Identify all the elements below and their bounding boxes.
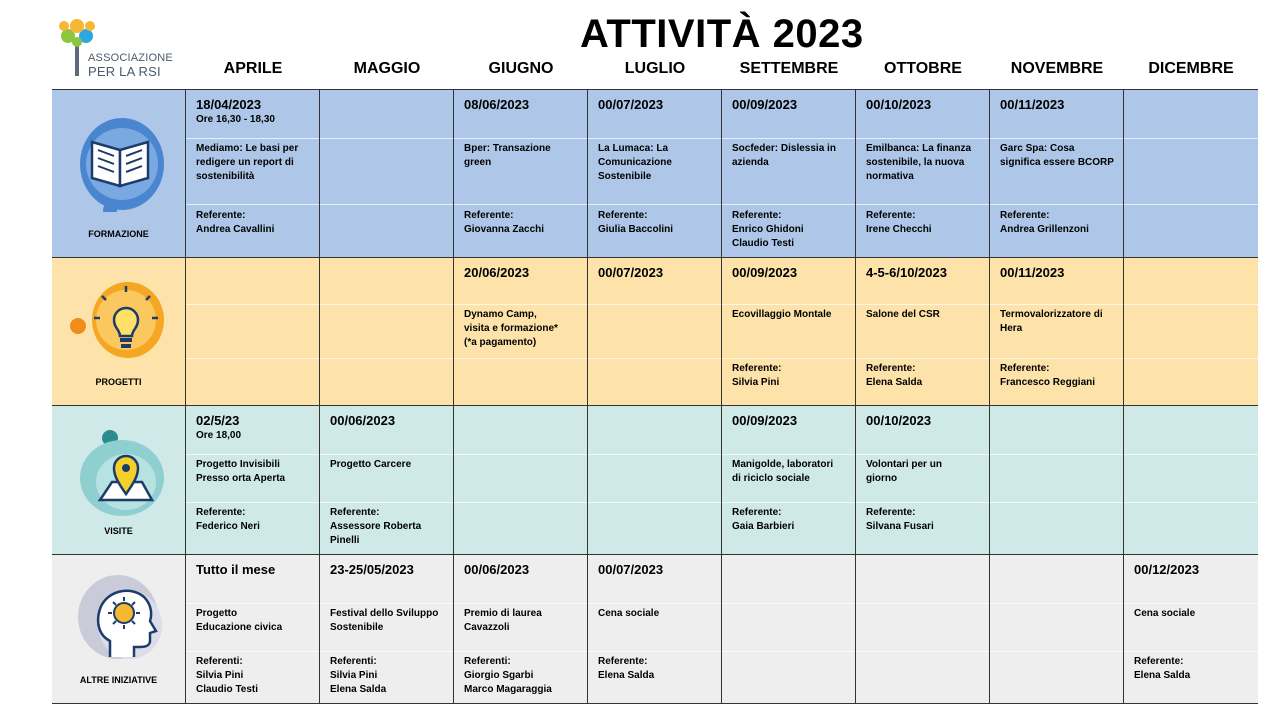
event-referent: Referente: Gaia Barbieri bbox=[732, 507, 795, 532]
cell-visite-giu bbox=[454, 406, 588, 554]
event-date: 4-5-6/10/2023 bbox=[866, 265, 947, 280]
category-altre-iniziative bbox=[52, 555, 186, 703]
month-header: MAGGIO bbox=[353, 60, 421, 77]
logo-line-2: PER LA RSI bbox=[88, 64, 161, 79]
month-header: DICEMBRE bbox=[1148, 60, 1234, 77]
month-header: GIUGNO bbox=[488, 60, 554, 77]
event-description: Emilbanca: La finanza sostenibile, la nuova normativa bbox=[866, 143, 972, 182]
event-date: 08/06/2023 bbox=[464, 97, 530, 112]
row-altre-iniziative bbox=[52, 555, 1258, 704]
category-visite bbox=[52, 406, 186, 554]
event-date: 18/04/2023 bbox=[196, 97, 262, 112]
cell-altre-apr bbox=[186, 555, 320, 703]
event-referent: Referente: Assessore Roberta Pinelli bbox=[330, 507, 422, 546]
event-referent: Referente: Elena Salda bbox=[1134, 656, 1191, 681]
event-date: 00/10/2023 bbox=[866, 413, 932, 428]
cell-visite-lug bbox=[588, 406, 722, 554]
cell-progetti-ott bbox=[856, 258, 990, 405]
cell-progetti-set bbox=[722, 258, 856, 405]
cell-formazione-lug bbox=[588, 90, 722, 257]
event-description: Bper: Transazione green bbox=[464, 143, 551, 168]
event-referent: Referente: Andrea Grillenzoni bbox=[1000, 210, 1089, 235]
cell-visite-dic bbox=[1124, 406, 1258, 554]
cell-formazione-set bbox=[722, 90, 856, 257]
event-referent: Referente: Giulia Baccolini bbox=[598, 210, 674, 235]
cell-altre-mag bbox=[320, 555, 454, 703]
cell-visite-mag bbox=[320, 406, 454, 554]
logo-text bbox=[88, 52, 173, 78]
month-header: SETTEMBRE bbox=[739, 60, 839, 77]
event-date: 00/07/2023 bbox=[598, 265, 664, 280]
page-title: ATTIVITÀ 2023 bbox=[580, 12, 864, 56]
event-date: 00/07/2023 bbox=[598, 562, 664, 577]
cell-progetti-dic bbox=[1124, 258, 1258, 405]
month-header: NOVEMBRE bbox=[1010, 60, 1104, 77]
event-date: 00/07/2023 bbox=[598, 97, 664, 112]
event-description: Manigolde, laboratori di riciclo sociale bbox=[732, 459, 834, 484]
cell-visite-ott bbox=[856, 406, 990, 554]
cell-formazione-apr bbox=[186, 90, 320, 257]
event-date: 02/5/23 bbox=[196, 413, 240, 428]
cell-progetti-nov bbox=[990, 258, 1124, 405]
cell-progetti-lug bbox=[588, 258, 722, 405]
event-description: Salone del CSR bbox=[866, 309, 940, 320]
cell-altre-lug bbox=[588, 555, 722, 703]
activity-table bbox=[52, 89, 1258, 704]
category-label: VISITE bbox=[104, 526, 133, 536]
event-description: Progetto Carcere bbox=[330, 459, 412, 470]
cell-visite-nov bbox=[990, 406, 1124, 554]
month-header: OTTOBRE bbox=[884, 60, 962, 77]
event-referent: Referente: Irene Checchi bbox=[866, 210, 932, 235]
cell-formazione-nov bbox=[990, 90, 1124, 257]
logo-line-1: ASSOCIAZIONE bbox=[88, 52, 173, 64]
event-referent: Referente: Federico Neri bbox=[196, 507, 260, 532]
event-description: Cena sociale bbox=[1134, 608, 1196, 619]
map-pin-icon bbox=[70, 418, 170, 528]
event-time: Ore 16,30 - 18,30 bbox=[196, 114, 275, 125]
event-date: 20/06/2023 bbox=[464, 265, 530, 280]
lightbulb-icon bbox=[70, 270, 170, 370]
event-date: 00/09/2023 bbox=[732, 413, 798, 428]
event-referent: Referenti: Silvia Pini Claudio Testi bbox=[196, 656, 259, 695]
event-date: 00/11/2023 bbox=[1000, 97, 1065, 112]
event-referent: Referente: Elena Salda bbox=[866, 363, 923, 388]
event-description: Ecovillaggio Montale bbox=[732, 309, 832, 320]
event-date: 00/12/2023 bbox=[1134, 562, 1200, 577]
cell-altre-set bbox=[722, 555, 856, 703]
event-referent: Referente: Giovanna Zacchi bbox=[464, 210, 545, 235]
category-label: FORMAZIONE bbox=[88, 229, 149, 239]
row-progetti bbox=[52, 258, 1258, 406]
event-description: Progetto Educazione civica bbox=[196, 608, 283, 633]
category-progetti bbox=[52, 258, 186, 405]
row-visite bbox=[52, 406, 1258, 555]
cell-formazione-mag bbox=[320, 90, 454, 257]
event-referent: Referente: Andrea Cavallini bbox=[196, 210, 275, 235]
event-description: Volontari per un giorno bbox=[866, 459, 942, 484]
event-referent: Referente: Enrico Ghidoni Claudio Testi bbox=[732, 210, 804, 249]
cell-formazione-dic bbox=[1124, 90, 1258, 257]
cell-altre-giu bbox=[454, 555, 588, 703]
event-referent: Referente: Silvia Pini bbox=[732, 363, 782, 388]
event-date: 00/09/2023 bbox=[732, 97, 798, 112]
event-date: 00/10/2023 bbox=[866, 97, 932, 112]
row-formazione bbox=[52, 90, 1258, 258]
month-header: APRILE bbox=[223, 60, 283, 77]
cell-altre-nov bbox=[990, 555, 1124, 703]
event-date: Tutto il mese bbox=[196, 562, 276, 577]
event-date: 23-25/05/2023 bbox=[330, 562, 414, 577]
event-referent: Referenti: Giorgio Sgarbi Marco Magaraggia bbox=[464, 656, 552, 695]
event-description: Dynamo Camp, visita e formazione* (*a pagamento) bbox=[464, 309, 558, 348]
category-formazione bbox=[52, 90, 186, 257]
book-icon bbox=[70, 102, 170, 212]
event-referent: Referenti: Silvia Pini Elena Salda bbox=[330, 656, 387, 695]
event-date: 00/09/2023 bbox=[732, 265, 798, 280]
cell-progetti-mag bbox=[320, 258, 454, 405]
event-time: Ore 18,00 bbox=[196, 430, 242, 441]
event-description: Cena sociale bbox=[598, 608, 660, 619]
cell-visite-set bbox=[722, 406, 856, 554]
cell-altre-dic bbox=[1124, 555, 1258, 703]
cell-visite-apr bbox=[186, 406, 320, 554]
event-date: 00/11/2023 bbox=[1000, 265, 1065, 280]
event-referent: Referente: Elena Salda bbox=[598, 656, 655, 681]
event-description: Garc Spa: Cosa significa essere BCORP bbox=[1000, 143, 1114, 168]
cell-formazione-ott bbox=[856, 90, 990, 257]
event-description: Termovalorizzatore di Hera bbox=[1000, 309, 1103, 334]
month-header: LUGLIO bbox=[624, 60, 686, 77]
event-referent: Referente: Silvana Fusari bbox=[866, 507, 934, 532]
head-idea-icon bbox=[70, 567, 170, 677]
event-description: Festival dello Sviluppo Sostenibile bbox=[330, 608, 439, 633]
event-description: La Lumaca: La Comunicazione Sostenibile bbox=[598, 143, 672, 182]
event-description: Premio di laurea Cavazzoli bbox=[464, 608, 542, 633]
cell-progetti-apr bbox=[186, 258, 320, 405]
cell-altre-ott bbox=[856, 555, 990, 703]
event-referent: Referente: Francesco Reggiani bbox=[1000, 363, 1096, 388]
event-date: 00/06/2023 bbox=[330, 413, 396, 428]
event-description: Socfeder: Dislessia in azienda bbox=[732, 143, 836, 168]
category-label: PROGETTI bbox=[95, 377, 142, 387]
event-description: Progetto Invisibili Presso orta Aperta bbox=[196, 459, 286, 484]
cell-formazione-giu bbox=[454, 90, 588, 257]
event-date: 00/06/2023 bbox=[464, 562, 530, 577]
event-description: Mediamo: Le basi per redigere un report di sostenibilità bbox=[196, 143, 299, 182]
category-label: ALTRE INIZIATIVE bbox=[79, 675, 158, 685]
cell-progetti-giu bbox=[454, 258, 588, 405]
